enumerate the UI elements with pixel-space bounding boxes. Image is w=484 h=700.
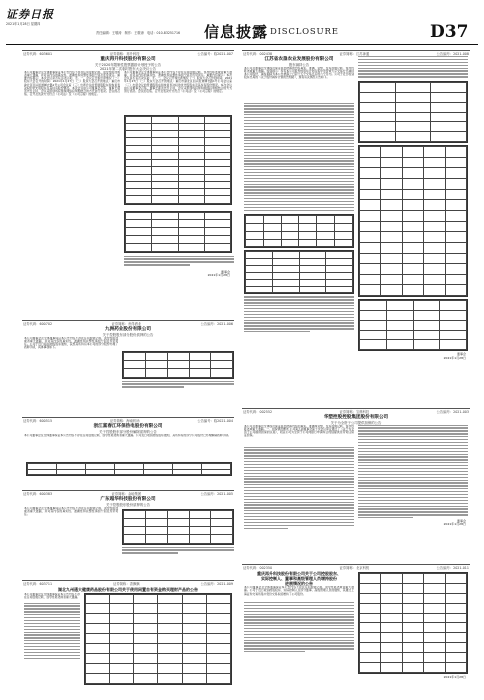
article-title-3: 进展情况的公告 — [285, 581, 313, 586]
stock-short-name: 证券简称：金地集团 — [111, 492, 142, 496]
article-zaisheng — [22, 50, 234, 316]
stock-code: 证券代码：603711 — [23, 582, 53, 586]
reduction-plan-table — [244, 250, 354, 294]
article-body: 本公司董事会及全体董事保证本公告内容不存在任何虚假记载、误导性陈述或者重大遗漏，并对其内容的真实性、准确性和完整性承担个别及连带责任。 — [24, 506, 119, 517]
article-body: 本公司董事会及全体董事保证本公告内容不存在任何虚假记载、误导性陈述或者重大遗漏，并对其内容的真实性、准确性和完整性承担个别及连带责任。重要内容提示：本次会议是否有否决议案：无。一、会议召开和出席情况（一）股东大会召开的时间：2021年1月27日（二）股东大会召开的地点：重庆市渝北区回兴街道婵衣路1号公司会议室（三）出席会议的普通股股东和恢复表决权的优先股股东及其持有股份情况。本次会议由公司董事会召集，董事长郭茂先生主持，会议采用现场投票和网络投票相结合的方式进行表决。会议的召集、召开及表决方式符合《公司法》及《公司章程》的规定。 — [24, 70, 120, 97]
signature-block — [444, 676, 466, 680]
increase-holding-table — [358, 572, 468, 674]
article-jiangsu-nongken — [242, 50, 470, 403]
wealth-product-table — [84, 593, 232, 685]
article-subtitle-2: 2021年第二次临时股东大会决议公告 — [99, 66, 157, 71]
article-subtitle: 股东减持公告 — [288, 62, 310, 67]
article-body: 本公司董事会及全体董事保证本公告内容不存在任何虚假记载、误导性陈述或者重大遗漏。 — [24, 592, 80, 599]
article-body-col2 — [356, 425, 470, 520]
stock-short-name: 证券简称：再升科技 — [109, 52, 140, 56]
article-tail-text — [120, 547, 236, 556]
signature-date: 2021年1月28日 — [207, 273, 230, 278]
stock-code: 证券代码：603601 — [23, 52, 53, 56]
article-body-col2: 本公司董事会及全体董事保证本公告内容不存在任何虚假记载、误导性陈述或者重大遗漏，并对其内容的真实性、准确性和完整性承担个别及连带责任。重要内容提示：本次会议是否有否决议案：无。一、会议召开和出席情况（一）股东大会召开的时间：2021年1月27日（二）股东大会召开的地点：重庆市渝北区回兴街道婵衣路1号公司会议室（三）出席会议的普通股股东和恢复表决权的优先股股东及其持有股份情况。本次会议由公司董事会召集，董事长郭茂先生主持，会议采用现场投票和网络投票相结合的方式进行表决。会议的召集、召开及表决方式符合《公司法》及《公司章程》的规定。 — [124, 70, 232, 94]
announcement-number: 公告编号：2021-009 — [200, 582, 233, 586]
signature-date: 2021年1月28日 — [443, 675, 466, 679]
article-subtitle: 关于2020年限制性股票激励计划授予的公告 — [94, 62, 162, 67]
article-title: 广东超华科技股份有限公司 — [100, 497, 156, 502]
article-body-col2 — [356, 56, 470, 79]
article-title: 重庆再升科技股份有限公司 — [100, 57, 156, 62]
article-fuchunjiang — [22, 417, 234, 486]
masthead — [6, 6, 96, 30]
stock-code: 证券代码：600383 — [23, 492, 53, 496]
announcement-number: 公告编号：2021-003 — [436, 410, 469, 414]
shareholder-detail-table — [358, 145, 468, 297]
release-table — [26, 462, 232, 476]
announcement-number: 公告编号：2021-005 — [200, 492, 233, 496]
stock-short-name: 证券简称：宝鼎科技 — [339, 410, 370, 414]
section-title: 信息披露 — [204, 23, 269, 41]
article-title: 浙江富春江环保热电股份有限公司 — [93, 424, 163, 429]
article-title: 华塑控股控股集团股份有限公司 — [323, 415, 389, 420]
stock-short-name: 证券简称：海南机场 — [109, 419, 140, 423]
stock-short-name: 证券简称：舍得酒业 — [111, 322, 142, 326]
section-subtitle: DISCLOSURE — [270, 27, 339, 37]
stock-short-name: 证券简称：北京科锐 — [339, 566, 370, 570]
stock-short-name: 证券简称：江苏神通 — [339, 52, 370, 56]
article-tail-text — [122, 256, 236, 268]
article-body-lines — [242, 447, 356, 531]
stock-code: 证券代码：002350 — [243, 566, 273, 570]
article-title: 重庆再升科技股份有限公司关于公司控股股东、 — [257, 571, 341, 576]
article-subtitle: 关于控股股东部分股份质押的公告 — [102, 332, 154, 337]
article-body: 本公司及董事会全体成员保证信息披露的内容真实、准确、完整，没有虚假记载、误导性陈述或重大遗漏。特别提示：持有本公司股份的股东计划以集中竞价或大宗交易方式减持本公司股份，减持期间为本公告披露之日起十五个交易日后的六个月内。公司于近日收到股东出具的《关于股份减持计划的告知函》，现将有关情况公告如下。 — [244, 66, 354, 80]
article-body: 本公司及董事会全体成员保证信息披露内容的真实、准确和完整，没有虚假记载、误导性陈述或重大遗漏。一、担保情况概述 公司第五届董事会第十次会议审议通过了《关于为全资子公司提供担保的议案》，同意公司为全资子公司向银行申请综合授信提供连带责任保证担保。 — [244, 424, 354, 438]
transaction-table — [358, 81, 468, 143]
stock-code: 证券代码：002552 — [243, 410, 273, 414]
editor-line: 责任编辑：王敬涛 制作：王敬涛 电话：010-83251716 — [96, 31, 181, 35]
vote-table — [124, 115, 232, 205]
article-jiuzhoutong — [22, 580, 234, 693]
article-title: 九洲药业股份有限公司 — [105, 327, 151, 332]
article-subtitle: 关于控股股东股份质押的公告 — [105, 502, 151, 507]
stock-code: 证券代码：600515 — [23, 419, 53, 423]
signature: 董事会 — [456, 518, 466, 523]
article-zaisheng-increase — [242, 564, 470, 693]
article-meta-bar — [22, 491, 234, 496]
article-body: 本公司董事会及全体董事保证本公告内容不存在任何虚假记载、误导性陈述或者重大遗漏，并对其内容的真实性、准确性和完整性承担个别及连带责任。公司于近日接到控股股东通知，获悉其所持有本公司的部分股份办理了质押手续，具体事项如下。 — [24, 336, 119, 350]
stock-short-name: 证券简称：香飘飘 — [113, 582, 140, 586]
signature-date: 2021年1月28日 — [443, 355, 466, 360]
article-title: 江苏省农垦农业发展股份有限公司 — [264, 57, 334, 62]
article-chaohua — [22, 490, 234, 576]
article-body-lines — [242, 103, 356, 213]
article-meta-bar — [22, 51, 234, 56]
article-body-lines — [242, 602, 356, 654]
signature-block — [356, 520, 470, 527]
announcement-number: 公告编号：2021-008 — [436, 52, 469, 56]
stock-code: 证券代码：600702 — [23, 322, 53, 326]
page-number: D37 — [430, 22, 469, 42]
article-meta-bar — [22, 321, 234, 326]
article-meta-bar — [242, 409, 470, 414]
pledge-table — [122, 351, 234, 379]
announcement-number: 公告编号：2021-011 — [436, 566, 469, 570]
header-rule — [6, 44, 478, 45]
article-tail-text — [120, 381, 236, 390]
article-huasu — [242, 408, 470, 559]
article-title: 湖北九州通大健康药品股份有限公司关于使用闲置自有资金购买理财产品的公告 — [58, 587, 198, 592]
stock-code: 证券代码：002438 — [243, 52, 273, 56]
article-subtitle: 关于控股股东部分股份解除质押的公告 — [99, 429, 157, 434]
article-tail-text — [242, 296, 356, 334]
signature-block — [208, 271, 230, 278]
signature-date: 2021年1月28日 — [443, 522, 466, 527]
article-body: 本公司董事会及全体董事保证本公告内容不存在任何虚假记载、误导性陈述或者重大遗漏。公司近日收到控股股东通知，其所持有的部分公司股份已办理解除质押手续。 — [24, 433, 231, 437]
article-meta-bar — [22, 418, 234, 423]
newspaper-logo: 证券日报 — [6, 8, 54, 21]
article-body-lines — [22, 603, 82, 661]
article-meta-bar — [22, 581, 234, 586]
signature: 董事会 — [456, 352, 466, 357]
announcement-number: 公告编号：临2021-004 — [197, 419, 233, 423]
article-jiuzhou — [22, 320, 234, 413]
pledge-table — [122, 509, 234, 545]
article-title-2: 实际控制人、董事和高级管理人员增持股份 — [261, 576, 337, 581]
summary-table — [358, 299, 468, 351]
signature: 董事会 — [220, 269, 230, 274]
vote-table-2 — [124, 211, 232, 253]
announcement-number: 公告编号：临2021-007 — [197, 52, 233, 56]
article-body: 本公司董事会及全体董事保证本公告内容不存在任何虚假记载、误导性陈述或者重大遗漏。公司于近日收到控股股东、实际控制人及部分董事、高级管理人员的通知，其通过上海证券交易所集中竞价交易系统增持了公司股份。 — [244, 586, 354, 596]
signature-block — [356, 353, 470, 360]
article-subtitle: 关于为全资子公司提供担保的公告 — [330, 420, 382, 425]
shareholding-table — [244, 214, 354, 248]
announcement-number: 公告编号：2021-006 — [200, 322, 233, 326]
issue-date: 2021年1月28日 星期四 — [6, 22, 41, 26]
